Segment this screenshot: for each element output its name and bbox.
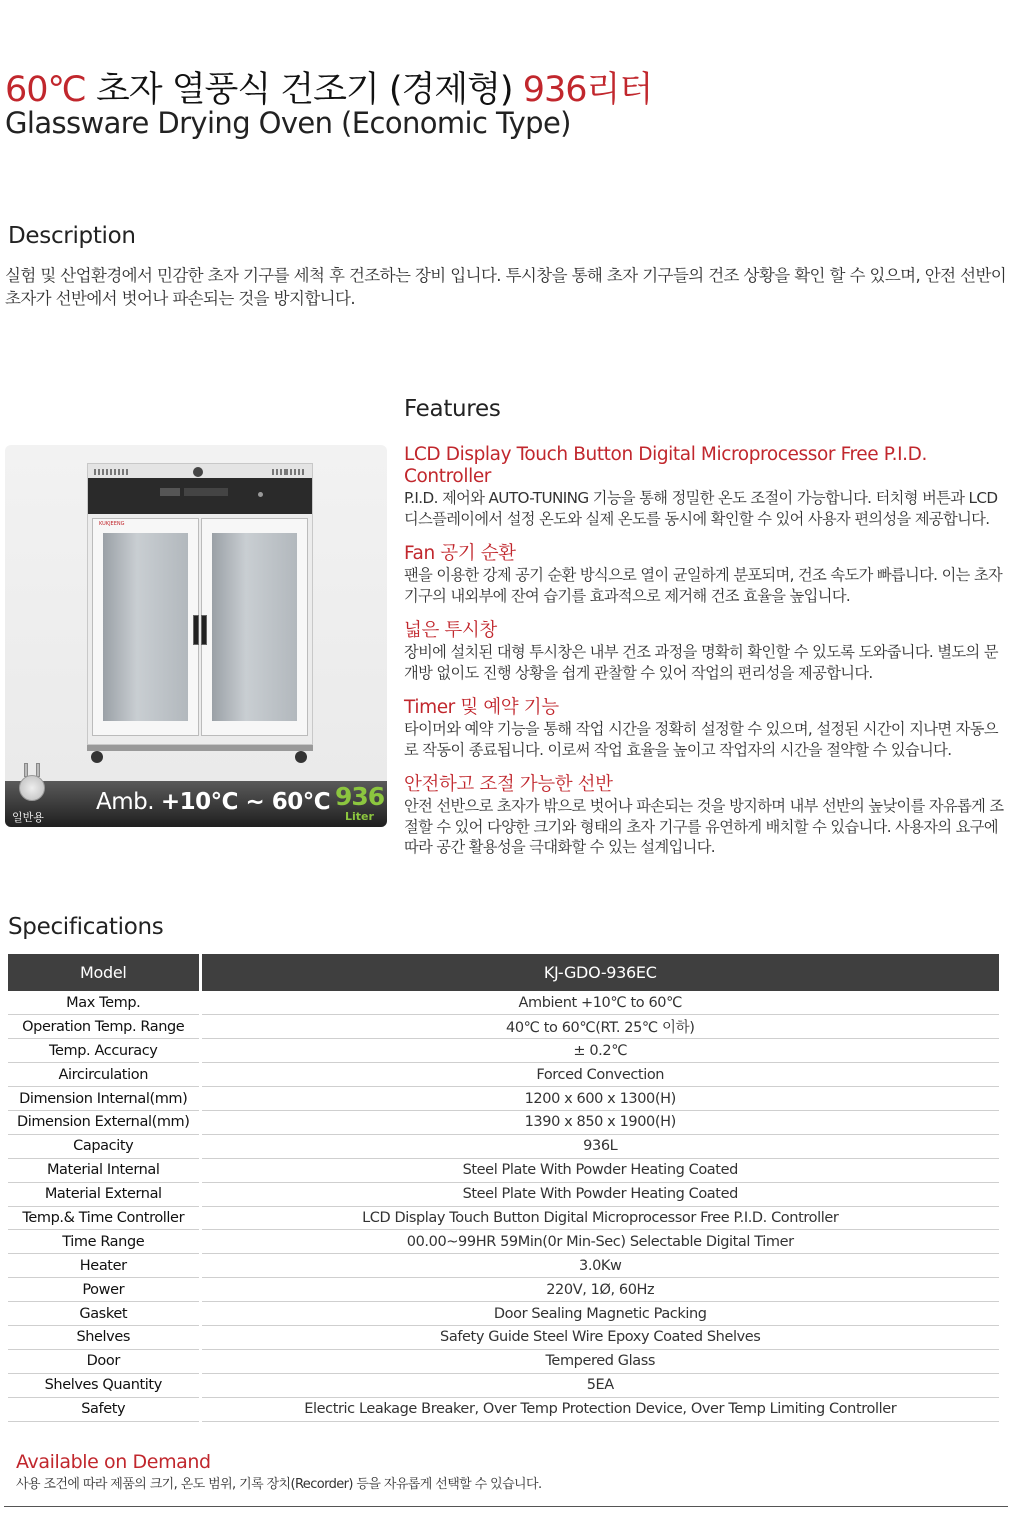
spec-value: 1390 x 850 x 1900(H)	[200, 1110, 999, 1134]
feature-title: Timer 및 예약 기능	[404, 697, 559, 718]
spec-key: Operation Temp. Range	[8, 1015, 200, 1039]
plug-body	[19, 775, 45, 801]
right-door	[201, 518, 308, 736]
feature-title: 넓은 투시창	[404, 620, 497, 641]
table-row	[8, 1254, 999, 1278]
spec-key: Heater	[8, 1254, 200, 1278]
table-row	[8, 1134, 999, 1158]
spec-key: Temp. Accuracy	[8, 1039, 200, 1063]
spec-key: Gasket	[8, 1302, 200, 1326]
feature-item	[404, 543, 1008, 606]
feature-item	[404, 444, 1008, 529]
table-row	[8, 1230, 999, 1254]
spec-key: Safety	[8, 1397, 200, 1421]
product-image	[5, 445, 387, 827]
capacity-unit: Liter	[345, 810, 374, 823]
feature-body: 장비에 설치된 대형 투시창은 내부 건조 과정을 명확히 확인할 수 있도록 도와줍니다. 별도의 문 개방 없이도 진행 상황을 쉽게 관찰할 수 있어 작업의 편리성을 제공합니다.	[404, 643, 998, 682]
wheel-icon	[91, 751, 103, 763]
spec-key: Dimension Internal(mm)	[8, 1087, 200, 1111]
table-row	[8, 1397, 999, 1421]
knob-icon	[193, 467, 203, 477]
features-heading: Features	[404, 396, 501, 422]
lcd-buttons	[184, 488, 228, 496]
plug-icon	[15, 763, 49, 813]
spec-header-row	[8, 954, 999, 991]
feature-body: 팬을 이용한 강제 공기 순환 방식으로 열이 균일하게 분포되며, 건조 속도가 빠릅니다. 이는 초자 기구의 내외부에 잔여 습기를 효과적으로 제거해 건조 효율을 높입니다.	[404, 566, 1003, 605]
brand-logo: KUKJEENG	[99, 521, 125, 527]
table-row	[8, 1015, 999, 1039]
spec-value: Safety Guide Steel Wire Epoxy Coated Shelves	[200, 1325, 999, 1349]
feature-body: 안전 선반으로 초자가 밖으로 벗어나 파손되는 것을 방지하며 내부 선반의 높낮이를 자유롭게 조절할 수 있어 다양한 크기와 형태의 초자 기구를 유연하게 배치할 수 있습니다. 사용자의 요구에 따라 공간 활용성을 극대화할 수 있는 설계입니다.	[404, 797, 1004, 856]
spec-value: 3.0Kw	[200, 1254, 999, 1278]
spec-value: 936L	[200, 1134, 999, 1158]
description-heading: Description	[8, 223, 136, 249]
table-row	[8, 1182, 999, 1206]
spec-key: Temp.& Time Controller	[8, 1206, 200, 1230]
table-row	[8, 991, 999, 1015]
ambient-range	[96, 789, 330, 815]
features-list	[404, 444, 1008, 872]
spec-value: 220V, 1Ø, 60Hz	[200, 1278, 999, 1302]
spec-value: 1200 x 600 x 1300(H)	[200, 1087, 999, 1111]
window-glass	[103, 533, 188, 721]
table-row	[8, 1039, 999, 1063]
lcd-display	[160, 488, 180, 496]
available-text: 사용 조건에 따라 제품의 크기, 온도 범위, 기록 장치(Recorder) 등을 자유롭게 선택할 수 있습니다.	[16, 1477, 542, 1492]
oven-doors	[92, 518, 308, 736]
table-row	[8, 1087, 999, 1111]
available-heading: Available on Demand	[16, 1451, 211, 1473]
feature-item	[404, 774, 1008, 858]
spec-banner	[5, 781, 387, 827]
oven-base	[87, 745, 313, 751]
spec-table	[8, 954, 999, 1422]
feature-item	[404, 697, 1008, 760]
spec-value: 5EA	[200, 1373, 999, 1397]
feature-body: P.I.D. 제어와 AUTO-TUNING 기능을 통해 정밀한 온도 조절이 가능합니다. 터치형 버튼과 LCD 디스플레이에서 설정 온도와 실제 온도를 동시에 확인할 수 있어 사용자 편의성을 제공합니다.	[404, 489, 998, 528]
spec-value: Steel Plate With Powder Heating Coated	[200, 1182, 999, 1206]
vent-icon	[94, 469, 114, 475]
table-row	[8, 1302, 999, 1326]
spec-value: ± 0.2℃	[200, 1039, 999, 1063]
door-handle	[193, 615, 199, 645]
spec-key: Shelves Quantity	[8, 1373, 200, 1397]
oven-top	[88, 464, 312, 478]
power-led	[258, 492, 263, 497]
spec-key: Material External	[8, 1182, 200, 1206]
spec-value: 00.00~99HR 59Min(0r Min-Sec) Selectable Digital Timer	[200, 1230, 999, 1254]
spec-value: Electric Leakage Breaker, Over Temp Protection Device, Over Temp Limiting Controller	[200, 1397, 999, 1421]
spec-header-key: Model	[8, 954, 200, 991]
spec-value: Tempered Glass	[200, 1349, 999, 1373]
vent-icon	[286, 469, 306, 475]
spec-value: Ambient +10℃ to 60℃	[200, 991, 999, 1015]
spec-key: Shelves	[8, 1325, 200, 1349]
spec-key: Max Temp.	[8, 991, 200, 1015]
control-panel	[88, 478, 312, 514]
table-row	[8, 1373, 999, 1397]
spec-value: 40℃ to 60℃(RT. 25℃ 이하)	[200, 1015, 999, 1039]
spec-header-value: KJ-GDO-936EC	[200, 954, 999, 991]
spec-table-body	[8, 991, 999, 1421]
feature-body: 타이머와 예약 기능을 통해 작업 시간을 정확히 설정할 수 있으며, 설정된 시간이 지나면 자동으로 작동이 종료됩니다. 이로써 작업 효율을 높이고 작업자의 시간을 절약할 수 있습니다.	[404, 720, 998, 759]
spec-key: Door	[8, 1349, 200, 1373]
spec-key: Material Internal	[8, 1158, 200, 1182]
table-row	[8, 1158, 999, 1182]
door-handle	[201, 615, 207, 645]
spec-key: Dimension External(mm)	[8, 1110, 200, 1134]
table-row	[8, 1349, 999, 1373]
table-row	[8, 1110, 999, 1134]
table-row	[8, 1063, 999, 1087]
feature-title: LCD Display Touch Button Digital Microprocessor Free P.I.D. Controller	[404, 444, 927, 487]
wheel-icon	[295, 751, 307, 763]
table-row	[8, 1325, 999, 1349]
spec-key: Capacity	[8, 1134, 200, 1158]
title-main: 초자 열풍식 건조기 (경제형)	[85, 70, 523, 110]
usage-label: 일반용	[12, 811, 44, 824]
spec-value: Steel Plate With Powder Heating Coated	[200, 1158, 999, 1182]
amb-prefix: Amb.	[96, 789, 161, 815]
left-door	[92, 518, 199, 736]
oven-illustration	[87, 463, 313, 745]
table-row	[8, 1278, 999, 1302]
spec-key: Time Range	[8, 1230, 200, 1254]
amb-range: +10℃ ~ 60℃	[160, 789, 331, 815]
spec-key: Power	[8, 1278, 200, 1302]
feature-title: Fan 공기 순환	[404, 543, 516, 564]
bottom-divider	[4, 1506, 1008, 1507]
title-temp: 60℃	[5, 70, 86, 110]
feature-title: 안전하고 조절 가능한 선반	[404, 774, 613, 795]
spec-key: Aircirculation	[8, 1063, 200, 1087]
table-row	[8, 1206, 999, 1230]
feature-item	[404, 620, 1008, 683]
spec-value: Door Sealing Magnetic Packing	[200, 1302, 999, 1326]
description-text: 실험 및 산업환경에서 민감한 초자 기구를 세척 후 건조하는 장비 입니다. 투시창을 통해 초자 기구들의 건조 상황을 확인 할 수 있으며, 안전 선반이 초자가 선반에서 벗어나 파손되는 것을 방지합니다.	[5, 266, 1007, 308]
vent-icon	[114, 469, 128, 475]
page-title-english: Glassware Drying Oven (Economic Type)	[5, 106, 571, 140]
window-glass	[212, 533, 297, 721]
title-capacity: 936리터	[522, 70, 653, 110]
vent-icon	[272, 469, 286, 475]
specifications-heading: Specifications	[8, 914, 164, 940]
spec-value: LCD Display Touch Button Digital Microprocessor Free P.I.D. Controller	[200, 1206, 999, 1230]
page-title-korean	[5, 62, 652, 112]
spec-value: Forced Convection	[200, 1063, 999, 1087]
capacity-value: 936	[335, 782, 385, 811]
